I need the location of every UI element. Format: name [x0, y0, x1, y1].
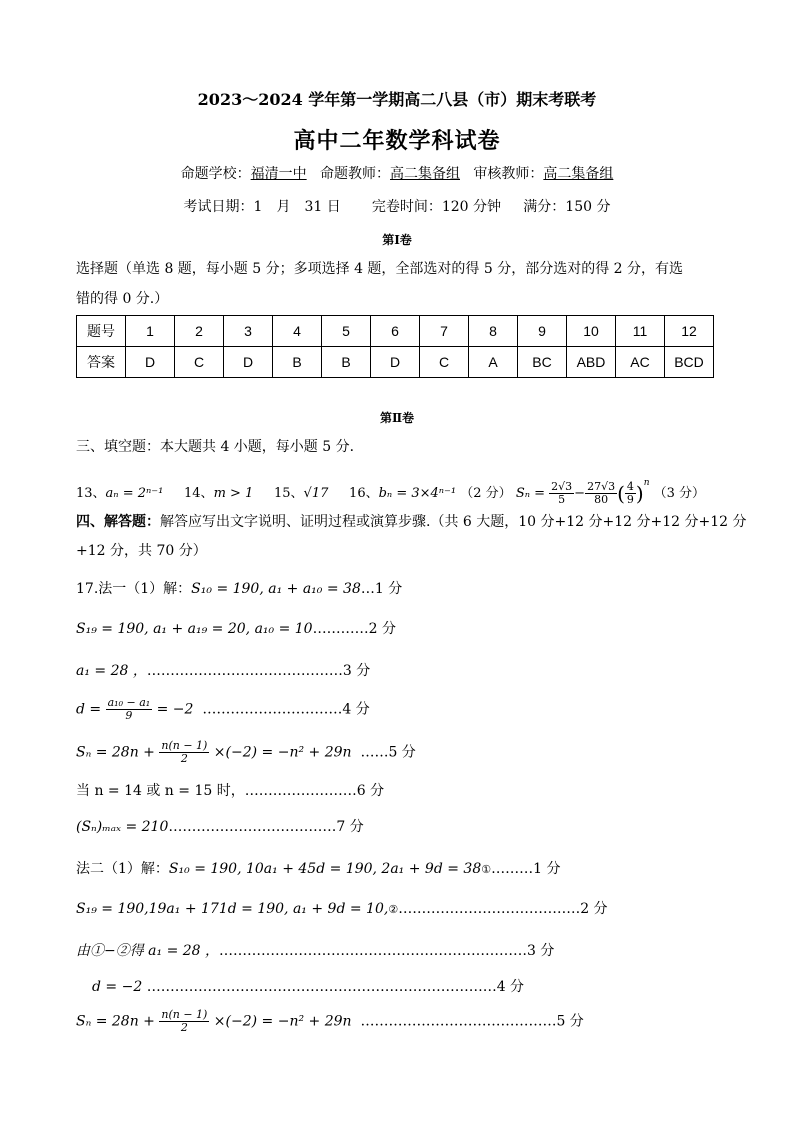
q17-m1-line5 [76, 740, 416, 765]
q16-exponent: n [643, 478, 650, 488]
q17-m1-eq5-lhs: Sₙ = 28n + [76, 744, 155, 761]
q16-answer-b: bₙ = 3×4ⁿ⁻¹ [378, 486, 457, 501]
fill-blank-title: 三、填空题：本大题共 4 小题，每小题 5 分． [76, 439, 364, 455]
q17-m1-eq1: S₁₀ = 190, a₁ + a₁₀ = 38 [191, 581, 361, 597]
q17-m1-score6: ……………………6 分 [244, 783, 385, 799]
q17-m2-eq1: S₁₀ = 190, 10a₁ + 45d = 190, 2a₁ + 9d = 38 [168, 861, 482, 877]
q17-m1-fraction [106, 697, 153, 722]
question-number: 11 [616, 316, 665, 347]
solve-desc: 解答应写出文字说明、证明过程或演算步骤.（共 6 大题，10 分+12 分+12 分+12 分+12 分 [160, 514, 747, 530]
answer-cell: AC [616, 347, 665, 378]
exam-info [0, 196, 794, 216]
q17-m1-label: 17.法一（1）解： [76, 581, 192, 597]
q17-m1-line2 [76, 619, 396, 639]
part2-heading: 第Ⅱ卷 [379, 411, 415, 425]
part1-heading: 第Ⅰ卷 [382, 233, 412, 247]
page-title: 高中二年数学科试卷 [293, 128, 501, 154]
question-number: 6 [371, 316, 420, 347]
q17-m1-score1: …1 分 [360, 581, 403, 597]
q17-m2-fraction [159, 1009, 209, 1034]
q13-number: 13、 [76, 486, 106, 501]
q17-m1-line6 [76, 781, 384, 801]
q17-m2-score4: …………………………………………………………………4 分 [146, 979, 525, 995]
q17-m2-line1 [76, 859, 560, 880]
q17-m1-score7: ………………………………7 分 [168, 819, 364, 835]
q17-m2-eq5-rhs: ×(−2) = −n² + 29n [213, 1013, 352, 1030]
question-number: 9 [518, 316, 567, 347]
q17-m2-score2: …………………………………2 分 [398, 901, 608, 917]
fraction-numerator: n(n − 1) [161, 1008, 208, 1021]
q17-m1-score4: …………………………4 分 [202, 701, 370, 718]
fraction-denominator: 5 [558, 493, 566, 506]
answer-cell: ABD [567, 347, 616, 378]
solve-instructions-line1 [76, 512, 747, 532]
q17-m1-score5: ……5 分 [360, 744, 416, 761]
fraction-denominator: 2 [180, 752, 188, 765]
fraction-numerator: n(n − 1) [161, 739, 208, 752]
q16-fraction-3 [625, 481, 636, 506]
question-number: 7 [420, 316, 469, 347]
answer-cell: D [371, 347, 420, 378]
fraction-numerator: 2√3 [551, 480, 573, 493]
q17-m1-eq7: (Sₙ)ₘₐₓ = 210 [76, 819, 169, 835]
q16-score-b: （3 分） [653, 486, 706, 501]
q17-m1-eq4-rhs: = −2 [156, 701, 194, 718]
q17-m1-line3 [76, 661, 370, 681]
answer-cell: B [273, 347, 322, 378]
exam-date: 考试日期：1 月 31 日 [183, 199, 341, 215]
question-number: 10 [567, 316, 616, 347]
q17-m1-line4 [76, 697, 370, 722]
q16-score-a: （2 分） [460, 486, 512, 501]
q17-m1-line7 [76, 817, 364, 837]
q17-m2-line3 [76, 941, 554, 961]
minus-sign: − [574, 486, 586, 501]
exam-authors [0, 163, 794, 183]
teacher-name: 高二集备组 [390, 166, 460, 182]
fraction-denominator: 2 [180, 1021, 188, 1034]
q17-m1-line1 [76, 579, 402, 599]
q17-m1-fraction [159, 740, 209, 765]
q17-m2-line2 [76, 899, 608, 920]
question-number: 3 [224, 316, 273, 347]
question-number: 2 [175, 316, 224, 347]
q17-m1-eq6: 当 n = 14 或 n = 15 时， [76, 783, 245, 799]
q16-fraction-2 [585, 481, 617, 506]
school-label: 命题学校： [180, 166, 251, 182]
q17-m2-label: 法二（1）解： [76, 861, 169, 877]
q17-m1-score2: …………2 分 [312, 621, 396, 637]
q17-m2-score1: ………1 分 [491, 861, 561, 877]
school-name: 福清一中 [250, 166, 307, 182]
part1-intro-line1: 选择题（单选 8 题，每小题 5 分；多项选择 4 题，全部选对的得 5 分，部分选对的得 2 分，有选 [76, 261, 684, 277]
answer-cell: D [224, 347, 273, 378]
exam-duration: 完卷时间：120 分钟 [371, 199, 502, 215]
solve-instructions-line2: +12 分，共 70 分） [76, 543, 207, 559]
answer-table [76, 315, 714, 378]
q17-m1-eq5-rhs: ×(−2) = −n² + 29n [213, 744, 352, 761]
answer-cell: C [175, 347, 224, 378]
exam-series-title: 2023～2024 学年第一学期高二八县（市）期末考联考 [197, 90, 597, 109]
q17-m2-score3: …………………………………………………………3 分 [219, 943, 555, 959]
fraction-denominator: 9 [125, 709, 133, 722]
table-row-answers [77, 347, 714, 378]
table-row-label: 题号 [77, 316, 126, 347]
q15-answer: √17 [303, 486, 329, 501]
q13-answer: aₙ = 2ⁿ⁻¹ [105, 486, 164, 501]
q17-m2-eq3: 由①−②得 a₁ = 28 ， [76, 943, 220, 959]
answer-cell: B [322, 347, 371, 378]
q15-number: 15、 [274, 486, 304, 501]
answer-cell: C [420, 347, 469, 378]
q17-m2-line5 [76, 1009, 584, 1034]
reviewer-label: 审核教师： [473, 166, 544, 182]
question-number: 4 [273, 316, 322, 347]
answer-cell: BC [518, 347, 567, 378]
q17-m2-mark2: ② [388, 903, 399, 916]
q17-m1-eq3: a₁ = 28 ， [76, 663, 147, 679]
teacher-label: 命题教师： [320, 166, 390, 182]
q17-m1-eq2: S₁₉ = 190, a₁ + a₁₉ = 20, a₁₀ = 10 [76, 621, 313, 637]
table-row-numbers [77, 316, 714, 347]
fraction-denominator: 9 [626, 493, 634, 506]
question-number: 8 [469, 316, 518, 347]
q17-m1-score3: ……………………………………3 分 [146, 663, 371, 679]
q17-m2-eq5-lhs: Sₙ = 28n + [76, 1013, 155, 1030]
answer-cell: A [469, 347, 518, 378]
q14-answer: m > 1 [213, 486, 254, 501]
q16-number: 16、 [349, 486, 379, 501]
answer-cell: D [126, 347, 175, 378]
q17-m1-eq4-lhs: d = [76, 701, 102, 718]
exam-full-score: 满分：150 分 [523, 199, 611, 215]
fill-blank-answers: 13、aₙ = 2ⁿ⁻¹ 14、m > 1 15、√17 16、bₙ = 3×4ⁿ⁻¹ （2 分） Sₙ = $\frac{2√3}{5}$ − $\frac{27√3}{80}$ ( $\frac{4}{9}$ )$^n$ （3 分） [76, 478, 706, 506]
fraction-numerator: 27√3 [587, 480, 616, 493]
q17-m2-eq4: d = −2 [92, 979, 143, 995]
table-row-label: 答案 [77, 347, 126, 378]
question-number: 5 [322, 316, 371, 347]
answer-cell: BCD [665, 347, 714, 378]
fraction-numerator: a₁₀ − a₁ [107, 696, 151, 709]
q17-m2-mark1: ① [481, 863, 492, 876]
fraction-numerator: 4 [626, 480, 634, 493]
q16-answer-s-lhs: Sₙ = [515, 486, 546, 501]
q14-number: 14、 [184, 486, 214, 501]
q16-fraction-1 [549, 481, 574, 506]
question-number: 12 [665, 316, 714, 347]
part1-intro-line2: 错的得 0 分.） [76, 291, 169, 307]
q17-m2-score5: ……………………………………5 分 [360, 1013, 584, 1030]
reviewer-name: 高二集备组 [543, 166, 614, 182]
fraction-denominator: 80 [594, 493, 609, 506]
q17-m2-line4 [92, 977, 524, 997]
q17-m2-eq2: S₁₉ = 190,19a₁ + 171d = 190, a₁ + 9d = 10, [76, 901, 389, 917]
solve-title: 四、解答题： [76, 514, 160, 530]
question-number: 1 [126, 316, 175, 347]
